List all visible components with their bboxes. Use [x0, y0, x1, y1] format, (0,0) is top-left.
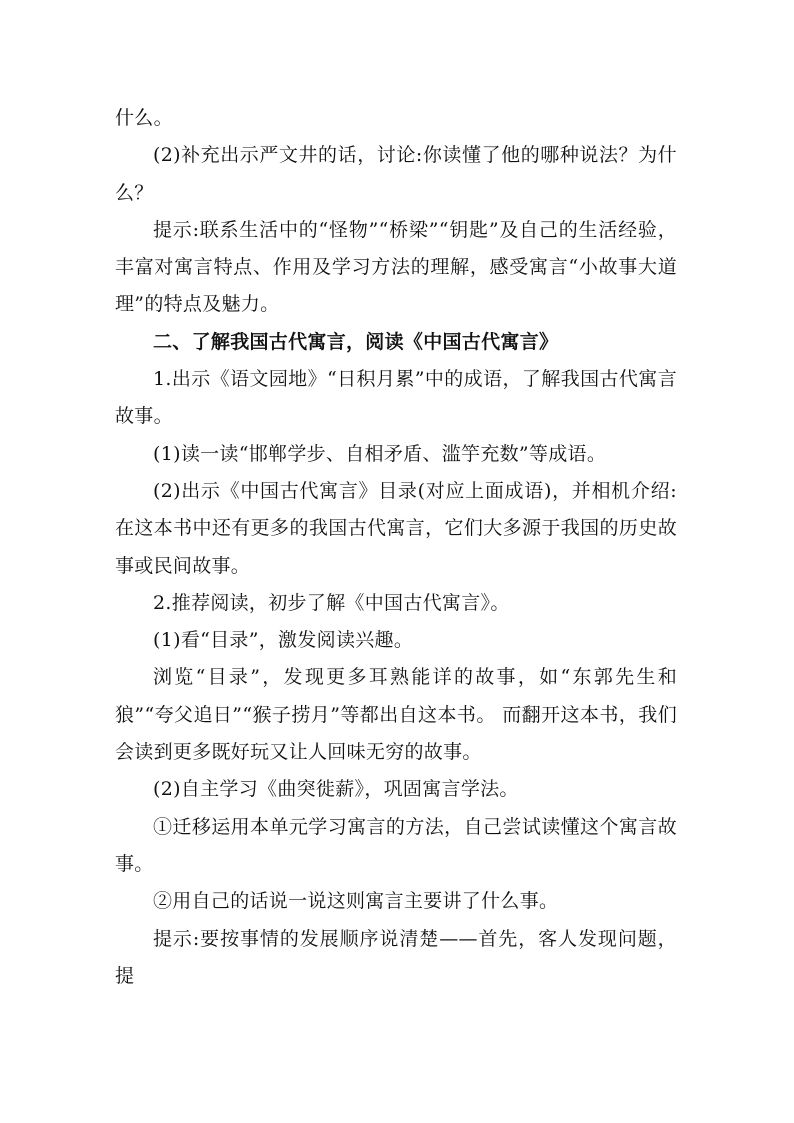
paragraph-step-2-2: (2)自主学习《曲突徙薪》，巩固寓言学法。 — [153, 778, 519, 801]
paragraph-browse-catalog: 浏览“目录”，发现更多耳熟能详的故事，如“东郭先生和狼”“夸父追日”“猴子捞月”等都出自这本书。 而翻开这本书，我们会读到更多既好玩又让人回味无穷的故事。 — [115, 666, 677, 764]
paragraph-step-2: 2.推荐阅读，初步了解《中国古代寓言》。 — [153, 591, 510, 614]
paragraph-hint-2: 提示:要按事情的发展顺序说清楚——首先，客人发现问题，提 — [115, 927, 677, 987]
paragraph-item-circle-1: ①迁移运用本单元学习寓言的方法，自己尝试读懂这个寓言故事。 — [115, 815, 677, 875]
paragraph-step-1-1: (1)读一读“邯郸学步、自相矛盾、滥竽充数”等成语。 — [153, 442, 607, 465]
paragraph-step-2-1: (1)看“目录”，激发阅读兴趣。 — [153, 629, 414, 652]
section-heading-2: 二、了解我国古代寓言，阅读《中国古代寓言》 — [153, 330, 559, 353]
document-body — [115, 100, 677, 995]
paragraph-discussion-question: (2)补充出示严文井的话，讨论:你读懂了他的哪种说法？为什么？ — [115, 144, 677, 204]
paragraph-step-1-2: (2)出示《中国古代寓言》目录(对应上面成语)，并相机介绍:在这本书中还有更多的我国古代寓言，它们大多源于我国的历史故事或民间故事。 — [115, 479, 677, 577]
paragraph-step-1: 1.出示《语文园地》“日积月累”中的成语，了解我国古代寓言故事。 — [115, 368, 677, 428]
paragraph-item-circle-2: ②用自己的话说一说这则寓言主要讲了什么事。 — [153, 890, 559, 913]
paragraph-continuation: 什么。 — [115, 107, 173, 129]
paragraph-hint-1: 提示:联系生活中的“怪物”“桥梁”“钥匙”及自己的生活经验，丰富对寓言特点、作用及学习方法的理解，感受寓言“小故事大道理”的特点及魅力。 — [115, 218, 677, 316]
